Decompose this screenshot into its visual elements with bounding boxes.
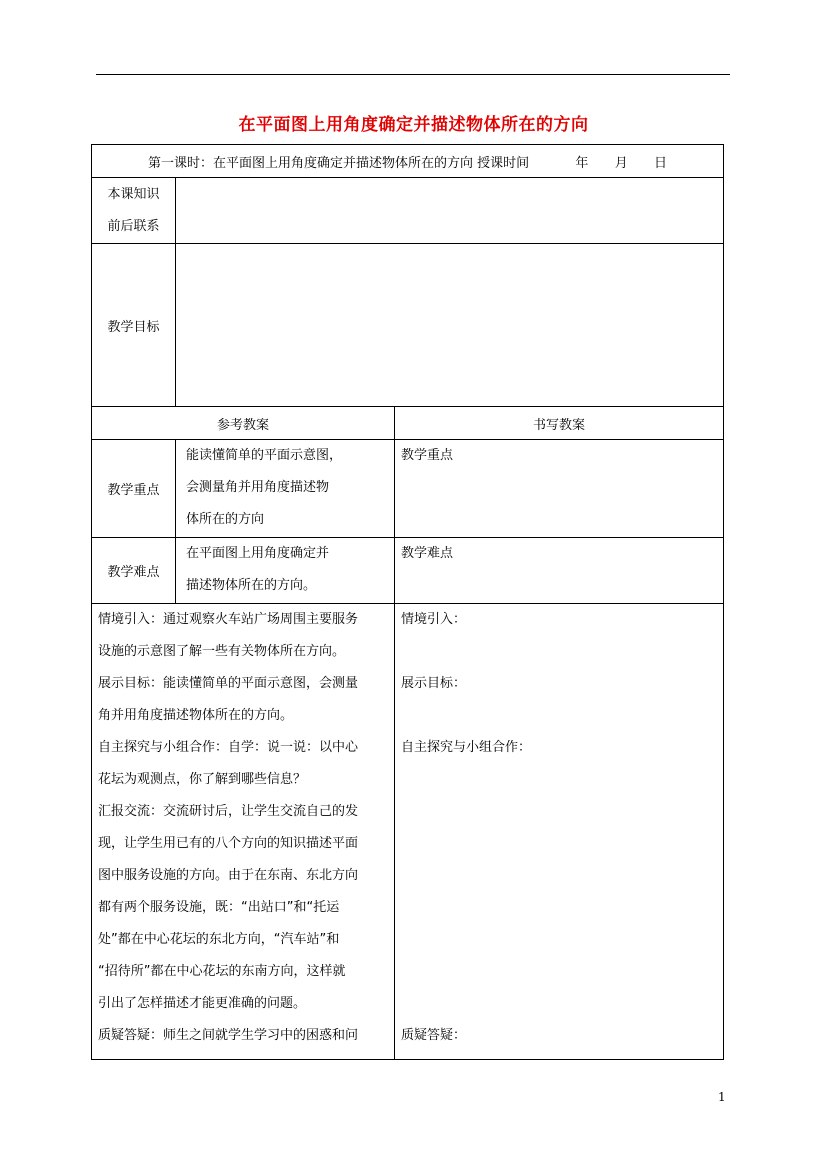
process-line: 引出了怎样描述才能更准确的问题。	[98, 996, 307, 1011]
process-row	[92, 604, 724, 1060]
process-writing-line	[401, 700, 723, 732]
process-writing-line	[401, 636, 723, 668]
key-points-writing: 教学重点	[401, 448, 454, 463]
process-writing-line: 质疑答疑：	[401, 1028, 467, 1043]
process-line: 情境引入：通过观察火车站广场周围主要服务	[98, 612, 359, 627]
key-points-line: 能读懂简单的平面示意图，	[186, 448, 343, 463]
reference-header	[92, 407, 395, 440]
difficulties-writing-cell	[395, 538, 724, 604]
lesson-text: 第一课时：在平面图上用角度确定并描述物体所在的方向 授课时间	[147, 155, 530, 171]
process-line: 花坛为观测点，你了解到哪些信息？	[98, 772, 307, 787]
process-writing-line: 展示目标：	[401, 676, 467, 691]
lesson-plan-table	[91, 144, 724, 1060]
objectives-row	[92, 244, 724, 407]
process-line: 展示目标：能读懂简单的平面示意图，会测量	[98, 676, 359, 691]
difficulties-content-cell	[176, 538, 395, 604]
process-writing-line: 自主探究与小组合作：	[401, 740, 532, 755]
objectives-label: 教学目标	[107, 319, 160, 335]
knowledge-label-cell	[92, 178, 176, 244]
knowledge-row	[92, 178, 724, 244]
document-title: 在平面图上用角度确定并描述物体所在的方向	[238, 115, 589, 135]
key-points-line: 会测量角并用角度描述物	[186, 480, 330, 495]
header-rule	[96, 74, 730, 75]
difficulties-label: 教学难点	[107, 565, 160, 580]
key-points-label-cell	[92, 440, 176, 538]
process-line: 汇报交流：交流研讨后，让学生交流自己的发	[98, 804, 359, 819]
difficulties-line: 在平面图上用角度确定并	[186, 546, 330, 561]
page-number: 1	[718, 1090, 726, 1104]
key-points-writing-cell	[395, 440, 724, 538]
writing-header-label: 书写教案	[532, 417, 585, 433]
process-line: 自主探究与小组合作：自学：说一说：以中心	[98, 740, 359, 755]
process-line: 设施的示意图了解一些有关物体所在方向。	[98, 644, 346, 659]
column-header-row	[92, 407, 724, 440]
process-line: 图中服务设施的方向。由于在东南、东北方向	[98, 868, 359, 883]
day-label: 日	[654, 155, 668, 171]
knowledge-label-line1: 本课知识	[107, 186, 160, 202]
process-reference-cell	[92, 604, 395, 1060]
knowledge-content-cell	[176, 178, 724, 244]
process-writing-cell	[395, 604, 724, 1060]
month-label: 月	[614, 155, 628, 171]
process-line: 质疑答疑：师生之间就学生学习中的困惑和问	[98, 1028, 359, 1043]
key-points-row	[92, 440, 724, 538]
difficulties-line: 描述物体所在的方向。	[186, 578, 317, 593]
process-line: 都有两个服务设施，既：“出站口”和“托运	[98, 900, 340, 915]
key-points-content-cell	[176, 440, 395, 538]
process-writing-spacer	[401, 764, 723, 1020]
process-line: 现，让学生用已有的八个方向的知识描述平面	[98, 836, 359, 851]
process-line: “招待所”都在中心花坛的东南方向，这样就	[98, 964, 346, 979]
lesson-cell	[92, 145, 724, 178]
knowledge-label-line2: 前后联系	[107, 218, 160, 234]
reference-header-label: 参考教案	[216, 417, 269, 433]
key-points-line: 体所在的方向	[186, 512, 265, 527]
difficulties-writing: 教学难点	[401, 546, 454, 561]
process-line: 角并用角度描述物体所在的方向。	[98, 708, 294, 723]
process-writing-line: 情境引入：	[401, 612, 467, 627]
writing-header	[395, 407, 724, 440]
key-points-label: 教学重点	[107, 483, 160, 498]
objectives-label-cell	[92, 244, 176, 407]
lesson-row	[92, 145, 724, 178]
objectives-content-cell	[176, 244, 724, 407]
process-line: 处”都在中心花坛的东北方向，“汽车站”和	[98, 932, 340, 947]
difficulties-row	[92, 538, 724, 604]
year-label: 年	[575, 155, 589, 171]
difficulties-label-cell	[92, 538, 176, 604]
